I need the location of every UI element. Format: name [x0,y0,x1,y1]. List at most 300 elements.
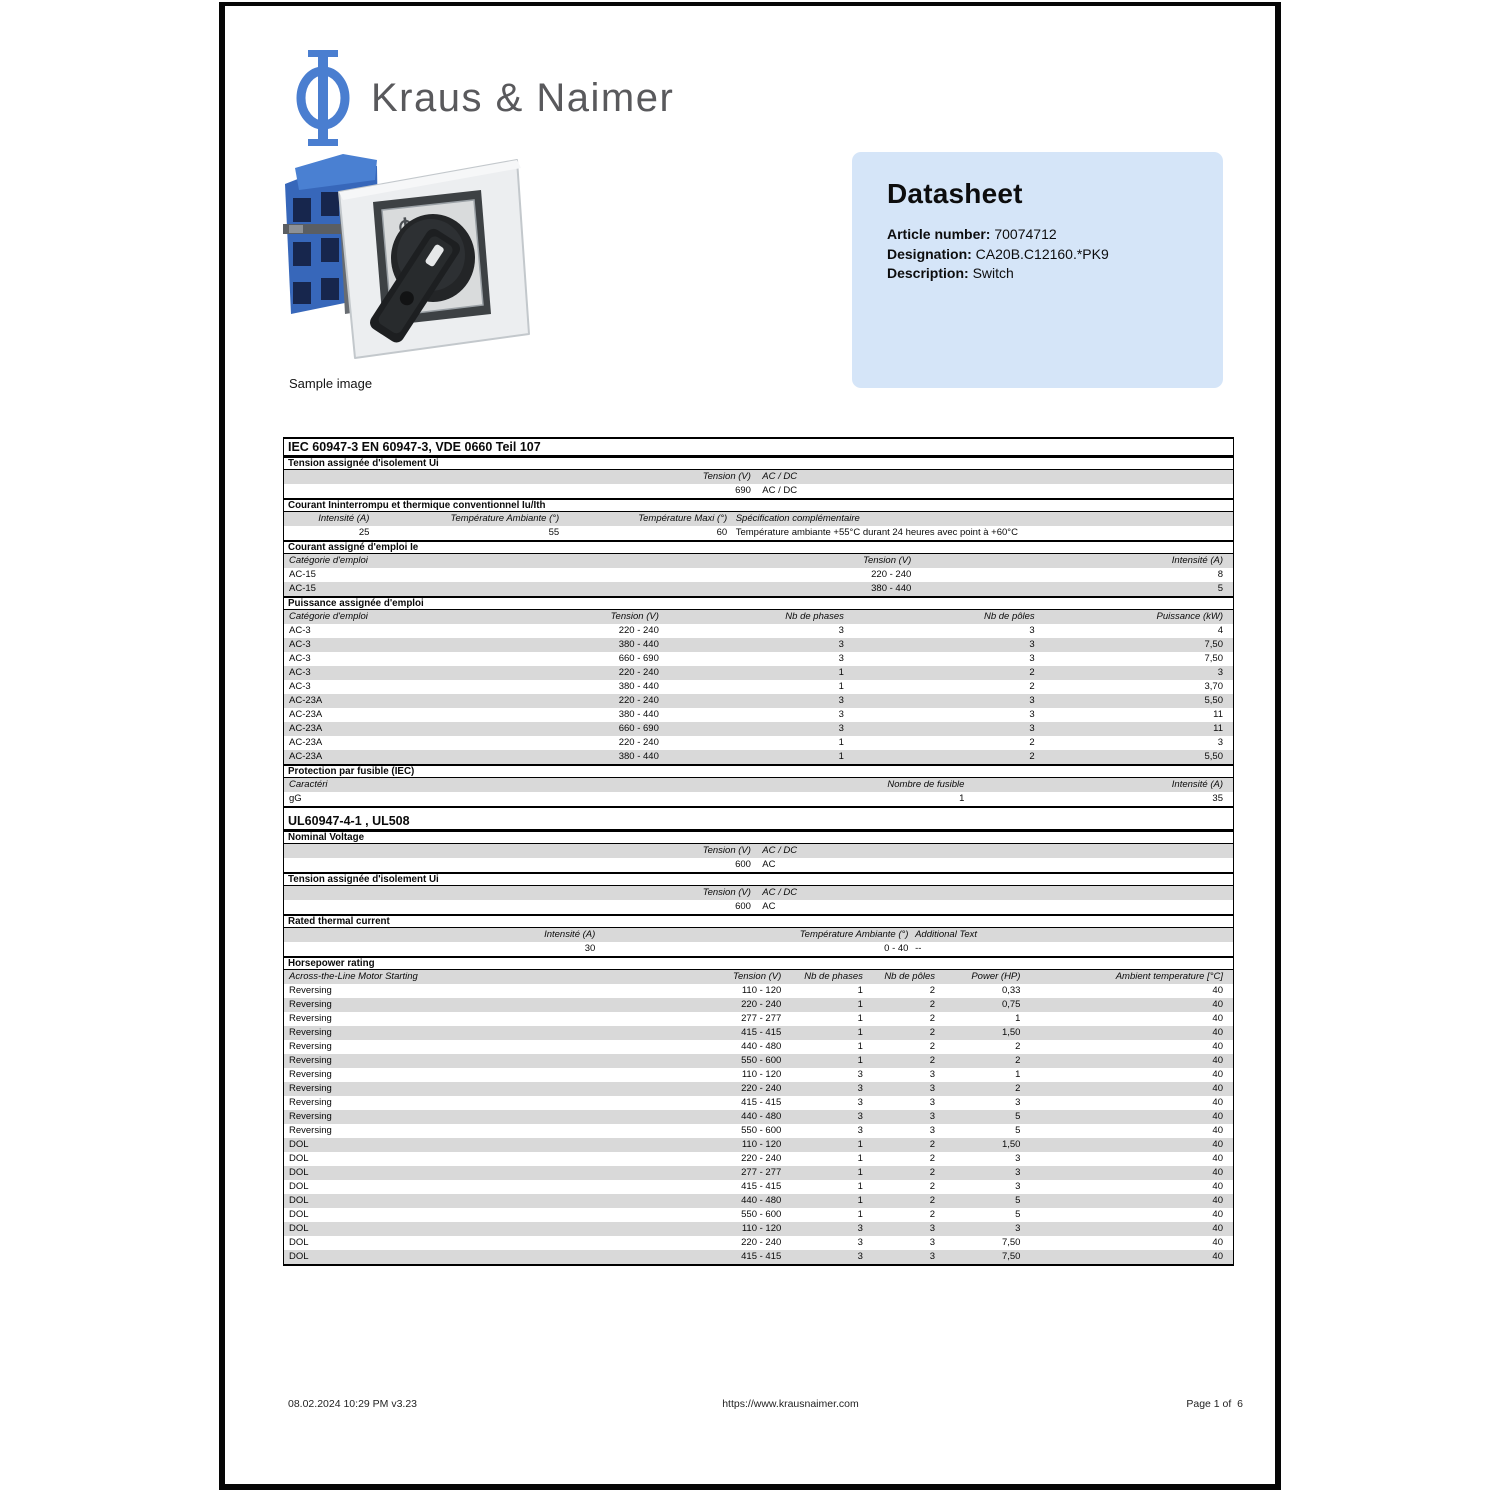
table-cell: 220 - 240 [618,667,659,678]
table-cell: 3 [838,709,844,720]
phi-switch-logo-icon [291,50,355,146]
table-cell: 3 [838,625,844,636]
table-cell: Caractéri [289,779,328,790]
table-cell: AC [762,859,776,870]
table-cell: 40 [1212,1055,1223,1066]
table-row [284,484,1233,498]
table-cell: 220 - 240 [741,1153,782,1164]
table-row [284,568,1233,582]
table-cell: 3 [929,1251,936,1262]
table-cell: AC-3 [289,681,311,692]
table-cell: 2 [929,1013,936,1024]
table-cell: 0 - 40 [884,943,909,954]
table-cell: 40 [1212,1237,1223,1248]
table-cell: 3 [857,1083,863,1094]
table-cell: 1 [857,999,863,1010]
table-cell: 1 [857,1195,863,1206]
table-row [284,792,1233,806]
table-cell: 550 - 600 [741,1055,782,1066]
table-cell: Reversing [289,999,332,1010]
table-cell: gG [289,793,302,804]
table-cell: 40 [1212,1027,1223,1038]
table-row [284,970,1233,984]
table-cell: 3 [1029,653,1035,664]
table-cell: 2 [929,999,936,1010]
table-cell: 7,50 [1001,1251,1021,1262]
table-row [284,928,1233,942]
table-cell: 0,75 [1001,999,1021,1010]
table-cell: 3 [929,1237,936,1248]
table-cell: 2 [929,985,936,996]
table-section-row [284,830,1233,844]
table-cell: 40 [1212,1251,1223,1262]
table-row [284,1124,1233,1138]
table-row [284,1166,1233,1180]
table-cell: 1 [857,1181,863,1192]
table-cell: AC-23A [289,723,323,734]
section-label: UL60947-4-1 , UL508 [288,813,410,828]
table-section-row [284,540,1233,554]
section-label: Tension assignée d'isolement Ui [288,873,439,885]
table-cell: 3 [838,639,844,650]
table-row [284,1082,1233,1096]
table-cell: AC / DC [762,845,798,856]
table-cell: 1 [1015,1013,1021,1024]
table-cell: 40 [1212,1041,1223,1052]
table-cell: 380 - 440 [618,639,659,650]
table-cell: AC / DC [762,485,798,496]
table-cell: DOL [289,1223,309,1234]
table-cell: 2 [1015,1055,1021,1066]
table-cell: 277 - 277 [741,1013,782,1024]
table-cell: 2 [929,1153,936,1164]
table-row [284,778,1233,792]
table-row [284,526,1233,540]
table-cell: 110 - 120 [741,1139,782,1150]
table-cell: 1 [857,1139,863,1150]
table-cell: 600 [735,859,751,870]
table-cell: Puissance (kW) [1156,611,1223,622]
table-cell: 415 - 415 [741,1027,782,1038]
section-label: Nominal Voltage [288,831,365,843]
table-cell: Reversing [289,1069,332,1080]
table-cell: 11 [1213,709,1223,720]
table-cell: 2 [1015,1041,1021,1052]
table-row [284,512,1233,526]
table-cell: 5 [1015,1111,1021,1122]
table-row [284,694,1233,708]
footer-page-number: Page 1 of 6 [1186,1398,1243,1410]
table-cell: 1 [857,1013,863,1024]
table-cell: 25 [358,527,370,538]
table-cell: 3 [1217,737,1223,748]
table-cell: Reversing [289,1125,332,1136]
table-cell: 1 [838,751,844,762]
table-cell: Intensité (A) [544,929,596,940]
table-cell: 380 - 440 [871,583,912,594]
table-cell: Reversing [289,1083,332,1094]
table-cell: 3 [929,1111,936,1122]
table-cell: 7,50 [1204,653,1223,664]
table-row [284,1194,1233,1208]
table-cell: 3 [929,1069,936,1080]
table-cell: Additional Text [915,929,978,940]
table-cell: 3 [929,1097,936,1108]
table-cell: 2 [929,1041,936,1052]
table-section-row [284,437,1233,456]
table-cell: 40 [1212,1139,1223,1150]
table-row [284,638,1233,652]
table-cell: 3 [857,1251,863,1262]
table-cell: 3 [1217,667,1223,678]
table-cell: 660 - 690 [618,653,659,664]
table-cell: 3 [929,1223,936,1234]
table-cell: DOL [289,1195,309,1206]
table-cell: Catégorie d'emploi [289,611,368,622]
table-cell: 3 [1029,625,1035,636]
table-cell: 1 [1015,1069,1021,1080]
table-cell: 3 [838,653,844,664]
table-cell: Ambient temperature [°C] [1115,971,1223,982]
table-row [284,1152,1233,1166]
table-cell: 550 - 600 [741,1209,782,1220]
table-cell: 40 [1212,1013,1223,1024]
section-label: Horsepower rating [288,957,375,969]
table-cell: 2 [929,1195,936,1206]
table-cell: Catégorie d'emploi [289,555,368,566]
table-cell: 2 [1029,667,1035,678]
table-section-row [284,596,1233,610]
table-cell: AC-23A [289,751,323,762]
table-cell: 600 [735,901,751,912]
table-cell: 1 [959,793,965,804]
table-cell: Température ambiante +55°C durant 24 heures avec point à +60°C [735,527,1018,538]
table-cell: AC-15 [289,569,316,580]
table-cell: Nombre de fusible [887,779,965,790]
table-cell: 3 [1029,709,1035,720]
table-cell: 1 [857,1209,863,1220]
table-cell: 2 [1029,751,1035,762]
table-cell: 110 - 120 [741,1223,782,1234]
footer-date: 08.02.2024 10:29 PM v3.23 [288,1398,418,1410]
table-cell: Température Ambiante (°) [799,929,909,940]
table-cell: AC-15 [289,583,316,594]
table-cell: 5,50 [1204,751,1223,762]
table-cell: 220 - 240 [871,569,912,580]
field-designation: Designation: CA20B.C12160.*PK9 [887,245,1109,262]
table-cell: Tension (V) [702,887,751,898]
table-cell: 110 - 120 [741,985,782,996]
table-cell: Tension (V) [863,555,912,566]
table-cell: 380 - 440 [618,681,659,692]
table-row [284,470,1233,484]
table-row [284,998,1233,1012]
table-cell: Nb de pôles [983,611,1035,622]
table-cell: 415 - 415 [741,1251,782,1262]
table-cell: 40 [1212,1181,1223,1192]
table-cell: 40 [1212,1153,1223,1164]
table-cell: 40 [1212,1195,1223,1206]
table-cell: 7,50 [1204,639,1223,650]
table-cell: Intensité (A) [1171,779,1223,790]
table-row [284,1180,1233,1194]
table-cell: 2 [929,1167,936,1178]
table-cell: 5,50 [1204,695,1223,706]
table-row [284,666,1233,680]
table-cell: Tension (V) [702,845,751,856]
table-cell: DOL [289,1139,309,1150]
table-cell: 2 [929,1027,936,1038]
sample-image-caption: Sample image [289,376,373,391]
table-cell: DOL [289,1251,309,1262]
spec-table [283,437,1234,1266]
table-section-row [284,956,1233,970]
table-cell: DOL [289,1181,309,1192]
table-cell: 1 [857,985,863,996]
table-cell: 380 - 440 [618,751,659,762]
product-image [281,146,561,370]
section-label: Courant assigné d'emploi Ie [288,541,419,553]
table-cell: 1 [857,1153,863,1164]
datasheet-title: Datasheet [887,178,1023,209]
table-cell: 2 [1015,1083,1021,1094]
table-row [284,984,1233,998]
table-cell: Nb de phases [785,611,844,622]
table-row [284,886,1233,900]
table-cell: 3 [1015,1153,1021,1164]
table-row [284,844,1233,858]
table-row [284,1236,1233,1250]
table-row [284,750,1233,764]
table-cell: -- [915,943,922,954]
table-cell: Température Ambiante (°) [450,513,560,524]
table-section-row [284,764,1233,778]
table-cell: AC / DC [762,471,798,482]
table-cell: 3 [857,1069,863,1080]
table-cell: 3 [1029,639,1035,650]
table-cell: Tension (V) [610,611,659,622]
table-row [284,900,1233,914]
table-cell: AC-23A [289,737,323,748]
table-cell: 40 [1212,1069,1223,1080]
table-cell: Spécification complémentaire [735,513,860,524]
table-cell: 3 [929,1083,936,1094]
table-cell: 0,33 [1001,985,1021,996]
table-cell: Nb de pôles [884,971,936,982]
table-cell: DOL [289,1209,309,1220]
table-cell: AC-23A [289,695,323,706]
table-row [284,1040,1233,1054]
table-cell: 3 [929,1125,936,1136]
table-cell: 1 [857,1167,863,1178]
table-row [284,1222,1233,1236]
table-cell: 3 [838,695,844,706]
table-cell: 110 - 120 [741,1069,782,1080]
section-label: Protection par fusible (IEC) [288,765,415,777]
table-cell: 7,50 [1001,1237,1021,1248]
table-row [284,1054,1233,1068]
table-cell: 1 [857,1055,863,1066]
table-cell: Reversing [289,1055,332,1066]
table-cell: Reversing [289,985,332,996]
table-cell: 220 - 240 [618,737,659,748]
table-cell: 440 - 480 [741,1195,782,1206]
table-cell: 5 [1015,1209,1021,1220]
table-cell: Reversing [289,1111,332,1122]
table-cell: 690 [735,485,751,496]
field-article-number: Article number: 70074712 [887,226,1057,242]
table-cell: 60 [716,527,728,538]
table-section-row [284,456,1233,470]
table-row [284,554,1233,568]
table-cell: 40 [1212,1111,1223,1122]
table-row [284,1110,1233,1124]
table-row [284,610,1233,624]
table-cell: 220 - 240 [741,1237,782,1248]
table-cell: Tension (V) [702,471,751,482]
table-cell: 2 [1029,681,1035,692]
table-cell: 40 [1212,999,1223,1010]
section-label: IEC 60947-3 EN 60947-3, VDE 0660 Teil 107 [288,439,541,454]
table-cell: AC-3 [289,639,311,650]
datasheet-fields [887,225,1203,284]
table-cell: 440 - 480 [741,1111,782,1122]
table-cell: Reversing [289,1097,332,1108]
table-cell: 5 [1015,1125,1021,1136]
table-cell: 40 [1212,1083,1223,1094]
table-cell: 3 [857,1223,863,1234]
table-cell: AC / DC [762,887,798,898]
table-cell: 8 [1217,569,1223,580]
table-cell: AC-3 [289,625,311,636]
table-section-row [284,806,1233,830]
table-cell: DOL [289,1167,309,1178]
table-cell: 40 [1212,1097,1223,1108]
table-cell: 3 [1015,1167,1021,1178]
table-cell: 220 - 240 [741,999,782,1010]
table-row [284,1068,1233,1082]
table-cell: 3 [1029,723,1035,734]
field-description: Description: Switch [887,265,1014,281]
table-cell: 415 - 415 [741,1181,782,1192]
table-cell: Température Maxi (°) [638,513,728,524]
table-cell: 3 [857,1237,863,1248]
table-cell: 2 [929,1139,936,1150]
table-row [284,1096,1233,1110]
section-label: Rated thermal current [288,915,390,927]
table-section-row [284,498,1233,512]
table-cell: 40 [1212,1167,1223,1178]
table-cell: DOL [289,1153,309,1164]
table-cell: 35 [1212,793,1223,804]
table-row [284,942,1233,956]
table-cell: 1 [838,667,844,678]
table-cell: Reversing [289,1027,332,1038]
table-cell: 1 [857,1027,863,1038]
footer [283,1398,1243,1414]
table-cell: 1,50 [1001,1139,1021,1150]
table-row [284,582,1233,596]
table-cell: 415 - 415 [741,1097,782,1108]
section-label: Puissance assignée d'emploi [288,597,424,609]
table-cell: 3 [1029,695,1035,706]
footer-url[interactable]: https://www.krausnaimer.com [722,1398,859,1410]
section-label: Tension assignée d'isolement Ui [288,457,439,469]
table-section-row [284,914,1233,928]
table-cell: 40 [1212,1223,1223,1234]
page-frame [219,2,1281,1490]
table-cell: 380 - 440 [618,709,659,720]
table-row [284,736,1233,750]
table-cell: 3 [857,1125,863,1136]
table-row [284,624,1233,638]
brand-logo [291,50,674,146]
table-cell: 1 [838,737,844,748]
table-cell: 2 [929,1181,936,1192]
table-cell: 3 [1015,1097,1021,1108]
table-cell: 550 - 600 [741,1125,782,1136]
table-cell: 2 [1029,737,1035,748]
table-cell: 220 - 240 [618,695,659,706]
table-cell: 40 [1212,1209,1223,1220]
table-cell: 3 [838,723,844,734]
table-cell: 277 - 277 [741,1167,782,1178]
table-cell: 3 [1015,1223,1021,1234]
table-cell: 2 [929,1055,936,1066]
table-cell: 660 - 690 [618,723,659,734]
table-row [284,1012,1233,1026]
table-row [284,680,1233,694]
table-row [284,708,1233,722]
brand-name: Kraus & Naimer [371,75,675,120]
table-row [284,1026,1233,1040]
table-cell: 30 [584,943,596,954]
table-cell: Intensité (A) [1171,555,1223,566]
table-cell: AC-3 [289,667,311,678]
table-cell: 3,70 [1204,681,1223,692]
table-row [284,722,1233,736]
table-cell: 40 [1212,1125,1223,1136]
table-row [284,652,1233,666]
table-cell: 1 [857,1041,863,1052]
table-cell: Nb de phases [804,971,863,982]
table-section-row [284,872,1233,886]
table-cell: Tension (V) [733,971,782,982]
table-row [284,1208,1233,1222]
table-cell: Intensité (A) [318,513,370,524]
table-cell: Power (HP) [971,971,1021,982]
table-cell: 55 [548,527,560,538]
table-cell: 3 [857,1111,863,1122]
table-cell: 1 [838,681,844,692]
table-cell: 3 [1015,1181,1021,1192]
table-cell: 11 [1213,723,1223,734]
table-cell: 5 [1217,583,1223,594]
table-cell: 220 - 240 [618,625,659,636]
table-cell: 1,50 [1001,1027,1021,1038]
datasheet-panel [852,152,1223,388]
table-cell: Reversing [289,1013,332,1024]
table-cell: AC-3 [289,653,311,664]
table-cell: 5 [1015,1195,1021,1206]
section-label: Courant Ininterrompu et thermique conventionnel Iu/Ith [288,499,546,511]
table-cell: 3 [857,1097,863,1108]
table-cell: AC [762,901,776,912]
table-row [284,858,1233,872]
table-row [284,1138,1233,1152]
table-cell: AC-23A [289,709,323,720]
table-cell: 2 [929,1209,936,1220]
